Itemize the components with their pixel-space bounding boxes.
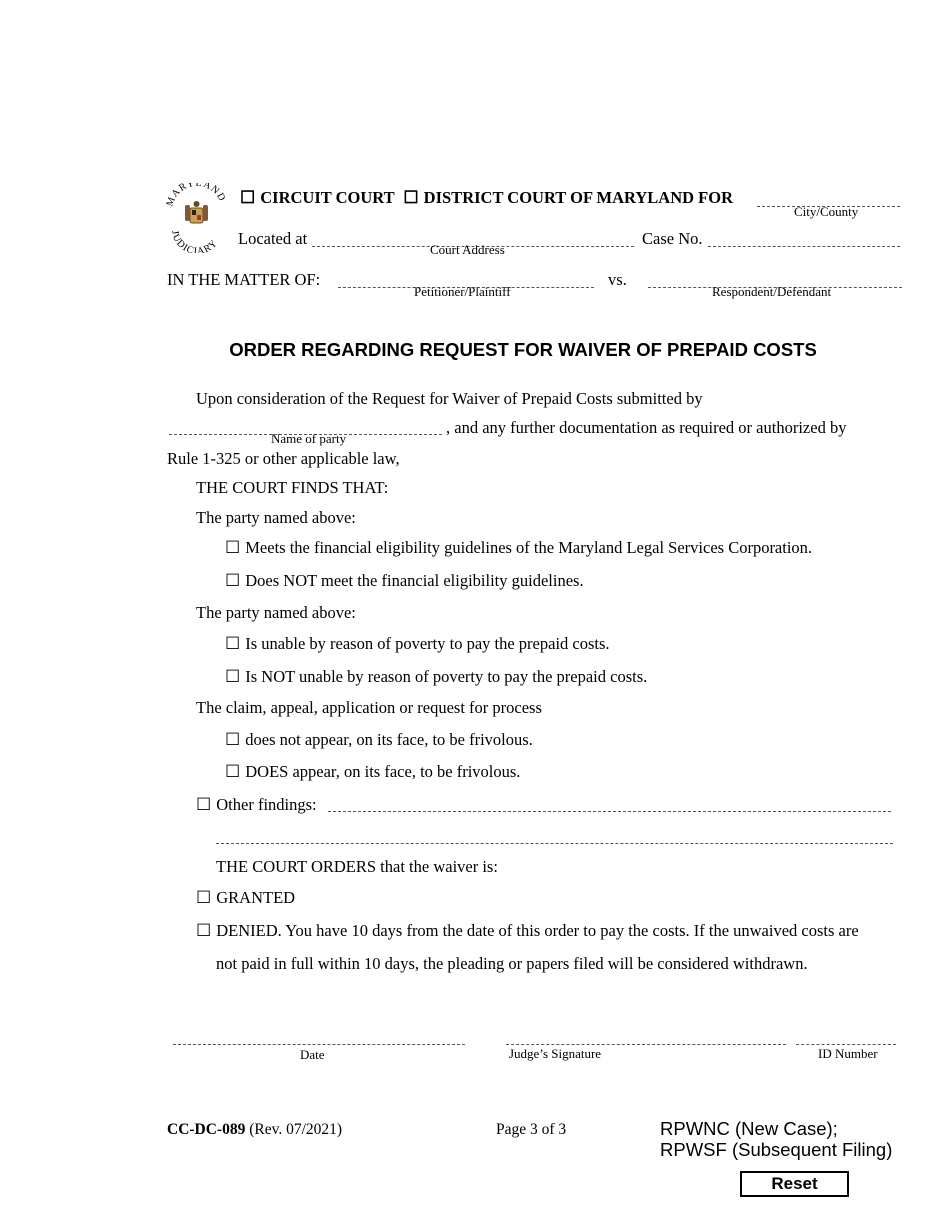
not-unable-poverty-label: Is NOT unable by reason of poverty to pay the prepaid costs. xyxy=(245,667,648,686)
option-granted xyxy=(196,888,295,908)
denied-checkbox[interactable]: ☐ xyxy=(196,921,212,940)
seal-icon xyxy=(166,183,228,253)
option-frivolous xyxy=(225,762,520,782)
other-findings-checkbox[interactable]: ☐ xyxy=(196,795,212,814)
court-address-caption: Court Address xyxy=(430,242,505,257)
form-revision: (Rev. 07/2021) xyxy=(249,1121,343,1138)
claim-label: The claim, appeal, application or request for process xyxy=(196,698,542,717)
form-code: CC-DC-089 xyxy=(167,1121,246,1138)
not-frivolous-label: does not appear, on its face, to be frivolous. xyxy=(245,730,533,749)
option-other-findings xyxy=(196,795,317,815)
district-court-label: DISTRICT COURT OF MARYLAND FOR xyxy=(423,188,733,207)
not-frivolous-checkbox[interactable]: ☐ xyxy=(225,730,241,749)
meets-guidelines-checkbox[interactable]: ☐ xyxy=(225,538,241,557)
case-no-field[interactable] xyxy=(708,246,900,247)
frivolous-checkbox[interactable]: ☐ xyxy=(225,762,241,781)
granted-label: GRANTED xyxy=(216,888,296,907)
rule-line: Rule 1-325 or other applicable law, xyxy=(167,449,400,468)
denied-label: DENIED. You have 10 days from the date of this order to pay the costs. If the unwaived costs are xyxy=(216,921,859,940)
not-meet-guidelines-label: Does NOT meet the financial eligibility guidelines. xyxy=(245,571,584,590)
case-no-label: Case No. xyxy=(642,229,703,248)
not-unable-poverty-checkbox[interactable]: ☐ xyxy=(225,667,241,686)
respondent-caption: Respondent/Defendant xyxy=(712,284,832,299)
matter-of-label: IN THE MATTER OF: xyxy=(167,270,321,289)
other-findings-field-2[interactable] xyxy=(216,843,893,844)
court-finds-heading: THE COURT FINDS THAT: xyxy=(196,478,389,497)
court-selection-line xyxy=(240,188,733,208)
party-named-label-1: The party named above: xyxy=(196,508,356,527)
page-title: ORDER REGARDING REQUEST FOR WAIVER OF PREPAID COSTS xyxy=(229,339,817,360)
id-number-input[interactable] xyxy=(796,1025,896,1043)
located-at-label: Located at xyxy=(238,229,308,248)
intro-continuation: , and any further documentation as required or authorized by xyxy=(446,418,847,437)
circuit-court-label: CIRCUIT COURT xyxy=(260,188,395,207)
form-code-line xyxy=(167,1121,342,1139)
date-input[interactable] xyxy=(173,1025,465,1043)
other-findings-field-1[interactable] xyxy=(328,811,891,812)
city-county-caption: City/County xyxy=(794,204,859,219)
unable-poverty-checkbox[interactable]: ☐ xyxy=(225,634,241,653)
option-not-unable-poverty xyxy=(225,667,647,687)
unable-poverty-label: Is unable by reason of poverty to pay the prepaid costs. xyxy=(245,634,610,653)
city-county-input[interactable] xyxy=(757,187,900,205)
option-not-meet-guidelines xyxy=(225,571,584,591)
svg-text:JUDICIARY: JUDICIARY xyxy=(168,229,221,253)
judge-signature-field[interactable] xyxy=(506,1044,786,1045)
party-name-caption: Name of party xyxy=(271,431,347,446)
date-caption: Date xyxy=(300,1047,325,1062)
intro-text: Upon consideration of the Request for Waiver of Prepaid Costs submitted by xyxy=(196,389,703,408)
party-named-label-2: The party named above: xyxy=(196,603,356,622)
other-findings-input-1[interactable] xyxy=(328,792,891,810)
frivolous-label: DOES appear, on its face, to be frivolous. xyxy=(245,762,521,781)
case-no-input[interactable] xyxy=(708,227,900,245)
option-not-frivolous xyxy=(225,730,533,750)
filing-codes-line-1: RPWNC (New Case); xyxy=(660,1118,838,1139)
other-findings-label: Other findings: xyxy=(216,795,317,814)
option-unable-poverty xyxy=(225,634,610,654)
maryland-judiciary-seal xyxy=(166,183,228,253)
judge-signature-caption: Judge’s Signature xyxy=(509,1046,602,1061)
reset-button[interactable]: Reset xyxy=(740,1171,849,1197)
id-number-field[interactable] xyxy=(796,1044,896,1045)
circuit-court-checkbox[interactable]: ☐ xyxy=(240,188,256,207)
petitioner-caption: Petitioner/Plaintiff xyxy=(414,284,511,299)
date-field[interactable] xyxy=(173,1044,465,1045)
denied-continuation: not paid in full within 10 days, the pleading or papers filed will be considered withdrawn. xyxy=(216,954,808,973)
page-number: Page 3 of 3 xyxy=(496,1121,567,1138)
id-number-caption: ID Number xyxy=(818,1046,878,1061)
judge-signature-input[interactable] xyxy=(506,1025,786,1043)
court-orders-heading: THE COURT ORDERS that the waiver is: xyxy=(216,857,498,876)
not-meet-guidelines-checkbox[interactable]: ☐ xyxy=(225,571,241,590)
filing-codes-line-2: RPWSF (Subsequent Filing) xyxy=(660,1139,893,1160)
vs-label: vs. xyxy=(608,270,627,289)
other-findings-input-2[interactable] xyxy=(216,824,893,842)
option-denied xyxy=(196,921,859,941)
option-meets-guidelines xyxy=(225,538,812,558)
meets-guidelines-label: Meets the financial eligibility guidelines of the Maryland Legal Services Corporation. xyxy=(245,538,813,557)
svg-text:MARYLAND: ARYLAND xyxy=(169,183,228,204)
district-court-checkbox[interactable]: ☐ xyxy=(403,188,419,207)
granted-checkbox[interactable]: ☐ xyxy=(196,888,212,907)
